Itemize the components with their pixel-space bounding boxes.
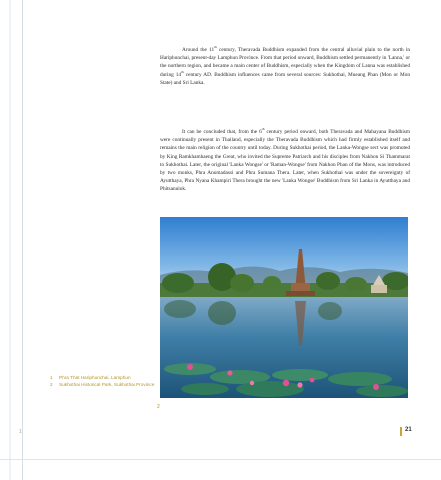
- left-margin-marker: 1: [19, 429, 22, 435]
- caption-1: [50, 374, 160, 381]
- paragraph-2: It can be concluded that, from the 6th century period onward, both Theravada and Mahayana Buddhism were continually present in Thailand, especially the Theravada Buddhism which had firmly established itself and remains the main religion of the country until today. During Sukhothai period, the Lanka-Wongse sect was promoted by King Ramkhamhaeng the Great, who invited the Supreme Patriarch and his disciples from Nakhon Si Thammarat to Sukhothai. Later, the original 'Lanka Wongse' or 'Raman-Wongse' from Nakhon Phan of the Mons, was introduced by two monks, Phra Anomadassi and Phra Sumana Thera. Later, when Sukhothai was under the sovereignty of Ayutthaya, Phra Nyana Khampiri Thera brought the new 'Lanka Wongse' Buddhism from Sri Lanka in Ayutthaya and Phitsanulok.: [160, 127, 410, 193]
- left-margin-line: [22, 0, 23, 480]
- photo-number: 2: [157, 404, 160, 410]
- caption-text: Phra That Hariphunchai, Lamphun: [59, 375, 131, 380]
- caption-number: 2: [50, 382, 53, 387]
- caption-text: Sukhothai Historical Park, Sukhothai Province: [59, 382, 155, 387]
- sukhothai-temple-photo: [160, 217, 408, 398]
- bottom-rule: [0, 459, 441, 460]
- caption-number: 1: [50, 375, 53, 380]
- page-spine: [9, 0, 11, 480]
- page-number: 21: [405, 427, 412, 433]
- photo-captions: [50, 374, 160, 388]
- page-number-accent-bar: [400, 427, 402, 436]
- paragraph-1: Around the 11th century, Theravada Buddhism expanded from the central alluvial plain to the north in Hariphunchai, present-day Lamphun Province. From that period onward, Buddhism settled permanently in 'Lanna,' or the northern region, and became a main center of Buddhism, especially when the Kingdom of Lanna was established during 14th century AD. Buddhism influences came from several sources: Sukhothai, Mueang Phan (Mon or Mon State) and Sri Lanka.: [160, 45, 410, 86]
- caption-2: [50, 381, 160, 388]
